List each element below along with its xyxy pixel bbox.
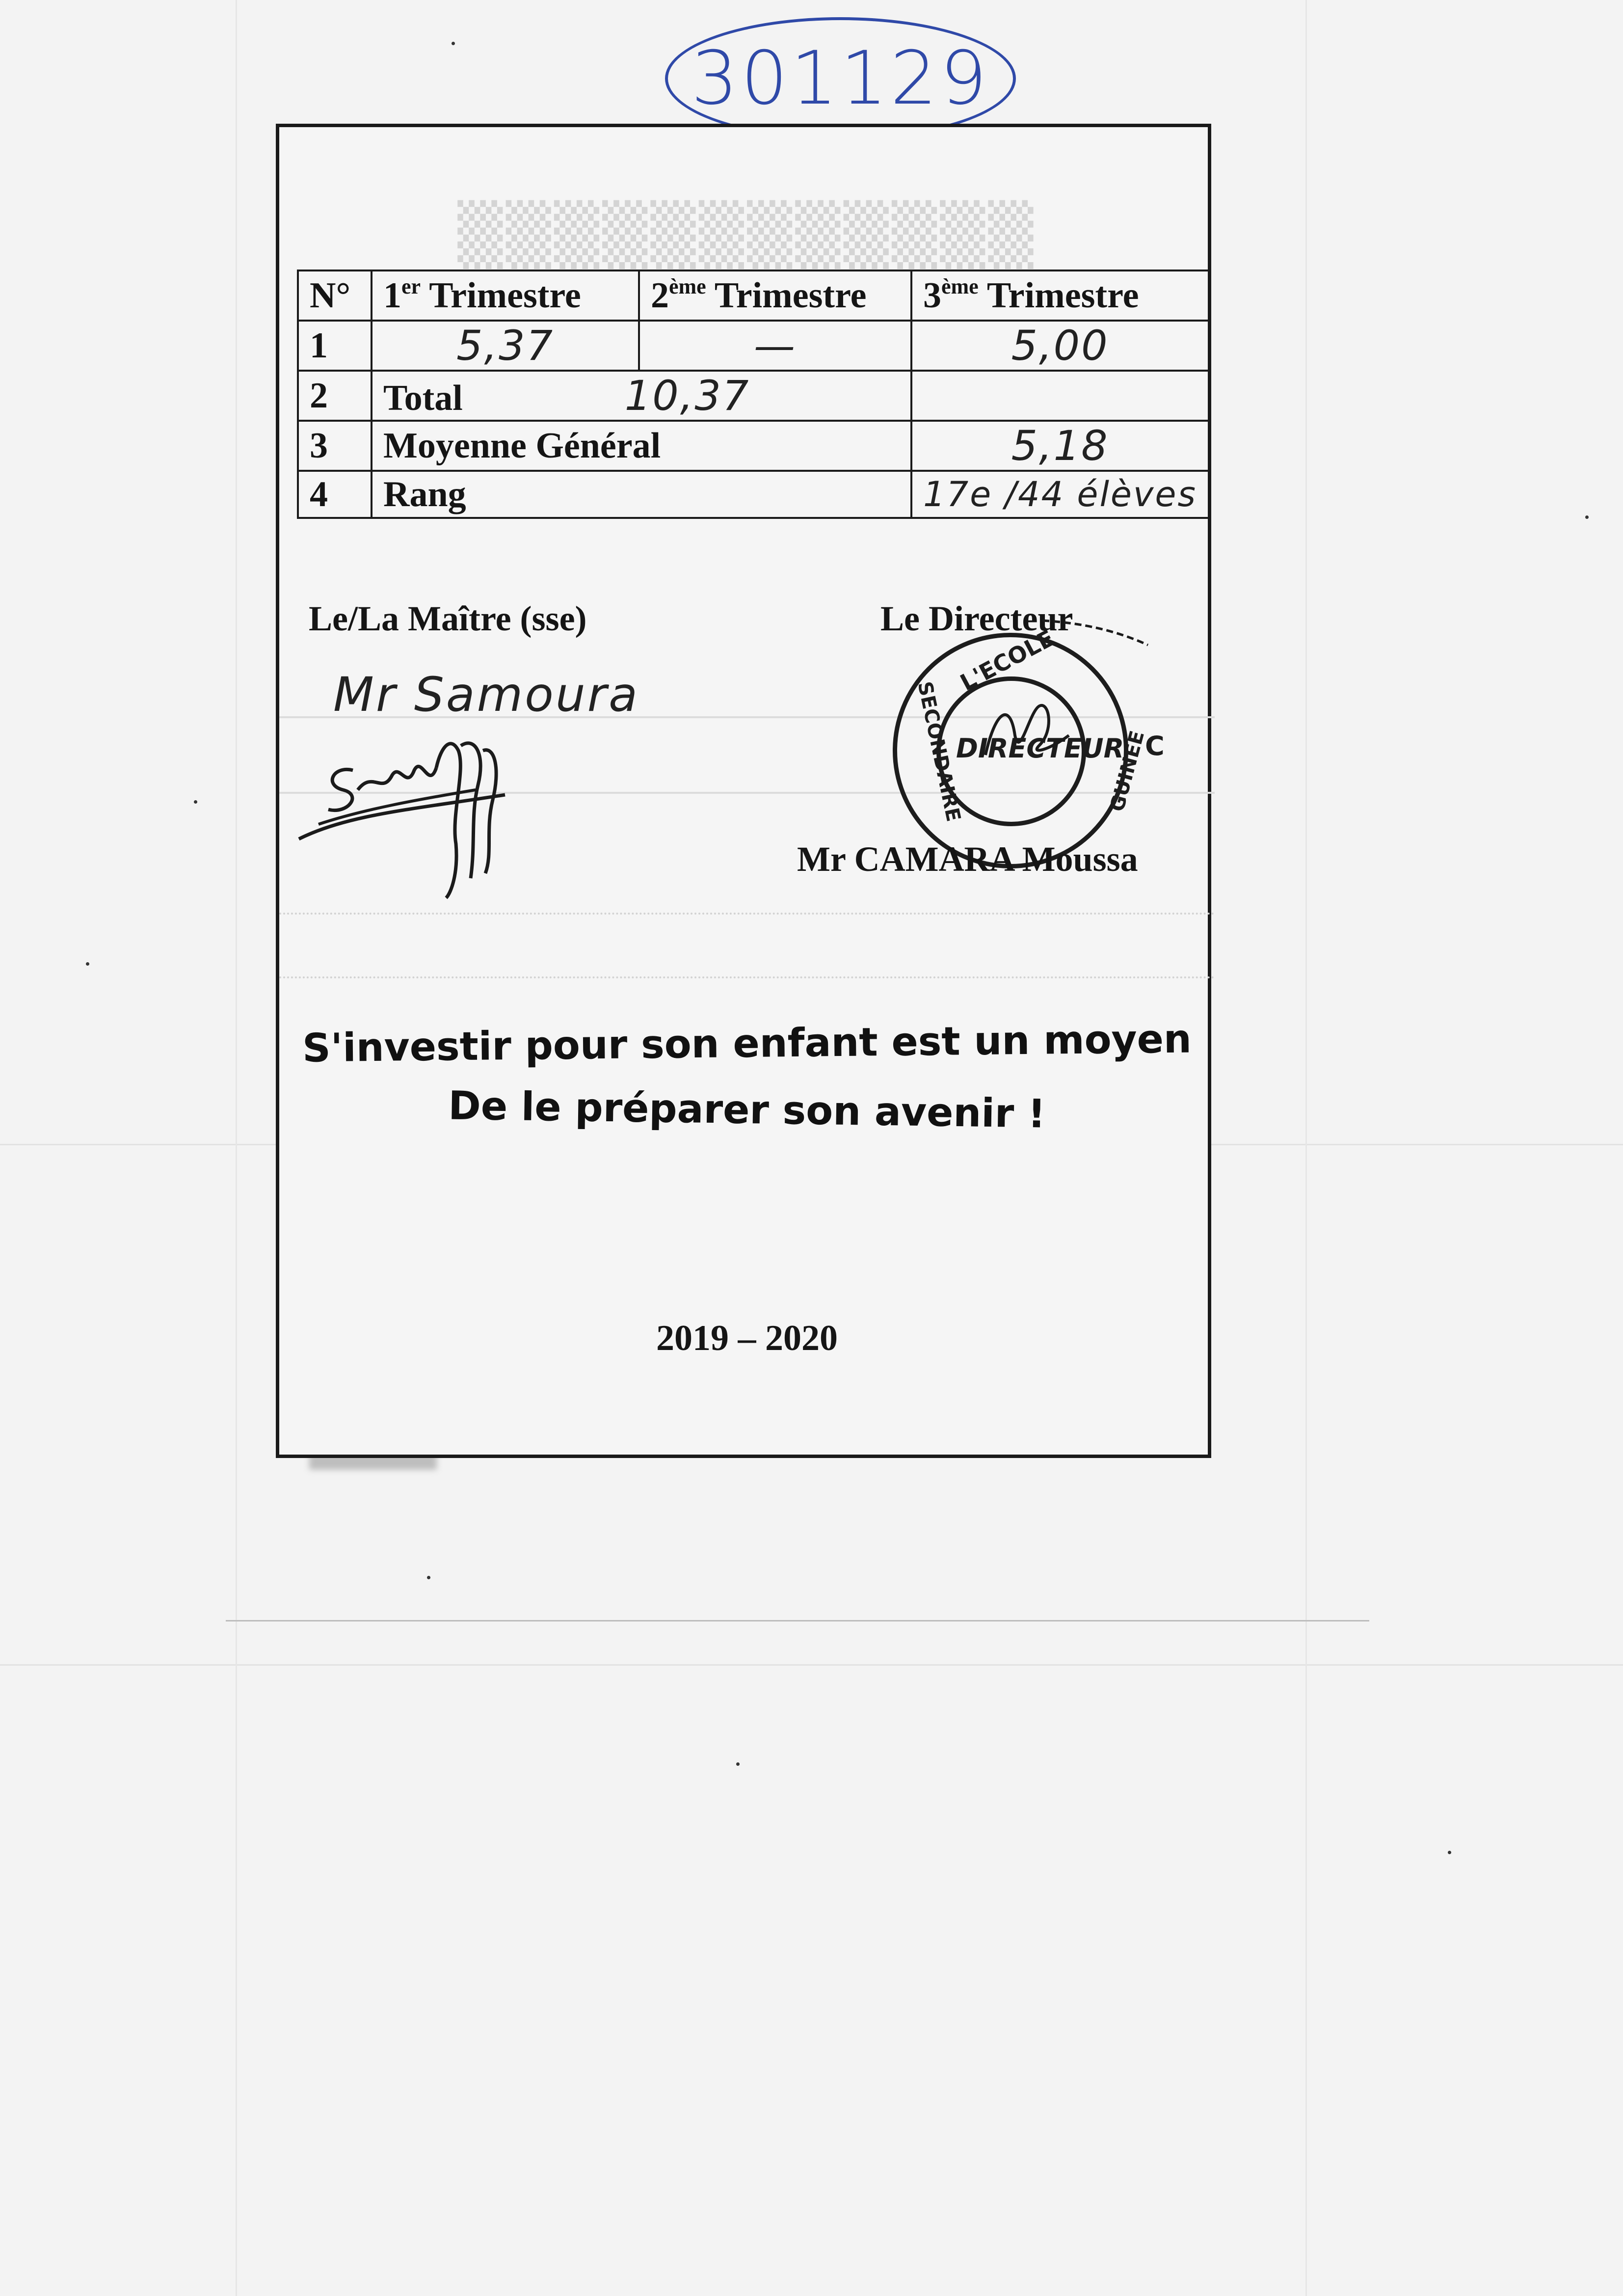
stamp-text-right: GUINEE xyxy=(1106,728,1149,814)
header-term-2: 2ème Trimestre xyxy=(639,270,911,321)
row-number: 1 xyxy=(298,321,372,371)
total-value: 10,37 xyxy=(624,372,750,420)
director-title: Le Directeur xyxy=(880,599,1073,638)
stamp-text-center: DIRECTEUR xyxy=(956,733,1124,764)
general-average-label: Moyenne Général xyxy=(372,421,911,471)
row-number: 2 xyxy=(298,371,372,421)
table-row xyxy=(298,321,1209,371)
row-number: 3 xyxy=(298,421,372,471)
term-2-average: — xyxy=(639,321,911,371)
director-signature xyxy=(976,691,1074,765)
paper-fold xyxy=(236,0,237,2296)
table-header-row xyxy=(298,270,1209,321)
school-year: 2019 – 2020 xyxy=(656,1318,838,1358)
teacher-title: Le/La Maître (sse) xyxy=(309,599,587,638)
paper-fold xyxy=(1305,0,1307,2296)
stamp-text-left: SECONDAIRE xyxy=(913,679,965,824)
rank-value: 17e /44 élèves xyxy=(911,471,1209,518)
speck xyxy=(1585,515,1589,519)
table-row xyxy=(298,471,1209,518)
speck xyxy=(1448,1851,1451,1854)
speck xyxy=(736,1762,740,1766)
stamp-text-top: L'ECOLE xyxy=(956,624,1059,696)
row-number: 4 xyxy=(298,471,372,518)
speck xyxy=(194,800,197,804)
header-term-1: 1er Trimestre xyxy=(372,270,639,321)
report-card xyxy=(276,124,1211,1458)
total-cell: Total 10,37 xyxy=(372,371,911,421)
teacher-name-handwritten: Mr Samoura xyxy=(333,667,639,722)
bleed-through xyxy=(279,976,1215,978)
grades-table xyxy=(297,270,1210,519)
paper-fold xyxy=(0,1664,1623,1666)
term-3-average: 5,00 xyxy=(911,321,1209,371)
speck xyxy=(86,962,89,966)
speck xyxy=(427,1576,430,1579)
bleed-through xyxy=(279,913,1215,915)
stamp-text-mark: C xyxy=(1145,730,1165,761)
motto-line-2: De le préparer son avenir ! xyxy=(448,1082,1046,1137)
empty-cell xyxy=(911,371,1209,421)
reference-number: 301129 xyxy=(665,17,1016,140)
bleed-through: ▒▒▒▒▒▒▒▒▒▒▒▒ xyxy=(457,201,1037,269)
term-1-average: 5,37 xyxy=(372,321,639,371)
general-average-value: 5,18 xyxy=(911,421,1209,471)
director-name: Mr CAMARA Moussa xyxy=(797,839,1138,879)
motto-line-1: S'investir pour son enfant est un moyen xyxy=(302,1016,1192,1071)
teacher-signature xyxy=(289,716,544,903)
speck xyxy=(452,42,455,45)
stamp-arrow-mark xyxy=(1042,603,1150,648)
table-row xyxy=(298,371,1209,421)
faint-line xyxy=(226,1620,1369,1621)
header-term-3: 3ème Trimestre xyxy=(911,270,1209,321)
table-row xyxy=(298,421,1209,471)
rank-label: Rang xyxy=(372,471,911,518)
header-number: N° xyxy=(298,270,372,321)
